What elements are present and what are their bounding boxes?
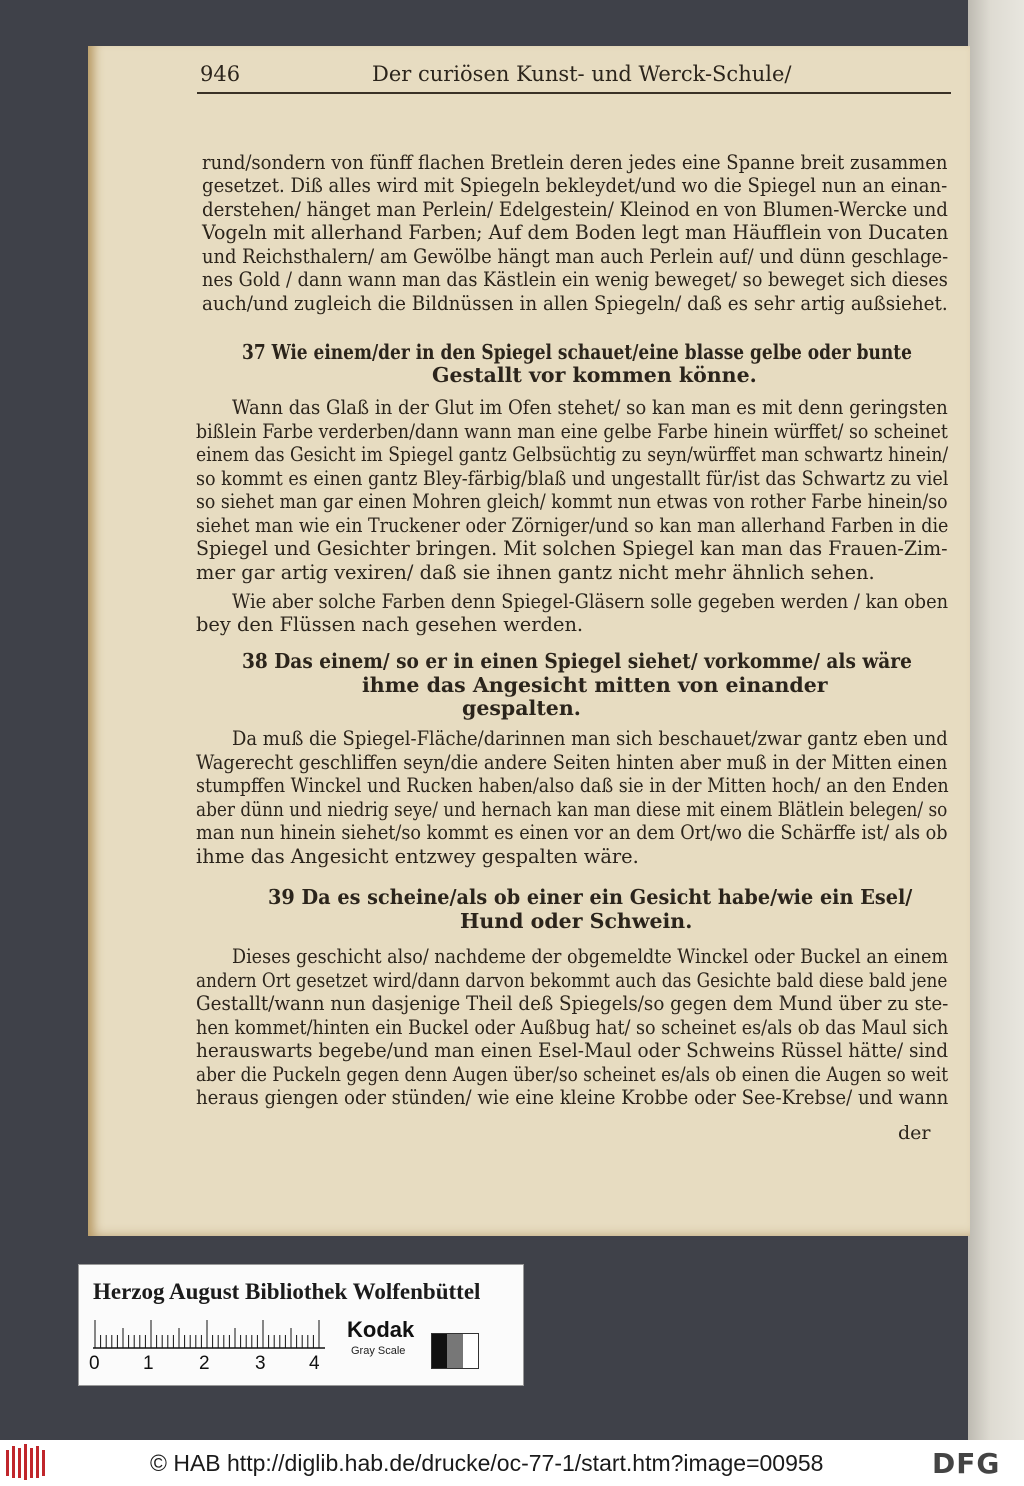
library-name: Herzog August Bibliothek Wolfenbüttel: [93, 1279, 481, 1304]
text-line: nes Gold / dann wann man das Kästlein ein wenig beweget/ so beweget sich dieses: [202, 268, 948, 291]
text-line: Da muß die Spiegel-Fläche/darinnen man sich beschauet/zwar gantz eben und: [232, 727, 948, 750]
text-line: und Reichsthalern/ am Gewölbe hängt man auch Perlein auf/ und dünn geschlage-: [202, 245, 949, 268]
page-number: 946: [200, 62, 241, 86]
text-line: rund/sondern von fünff flachen Bretlein deren jedes eine Spanne breit zusammen: [202, 151, 948, 174]
scale-0: 0: [89, 1353, 100, 1374]
scale-4: 4: [309, 1353, 320, 1374]
section-heading-line: 37 Wie einem/der in den Spiegel schauet/eine blasse gelbe oder bunte: [242, 340, 912, 364]
section-heading-line: ihme das Angesicht mitten von einander: [362, 673, 828, 697]
text-line: gesetzet. Diß alles wird mit Spiegeln bekleydet/und wo die Spiegel nun an einan-: [202, 174, 948, 197]
text-line: Vogeln mit allerhand Farben; Auf dem Boden legt man Häufflein von Ducaten: [202, 221, 949, 244]
text-line: man nun hinein siehet/so kommt es einen vor an dem Ort/wo die Schärffe ist/ als ob: [196, 821, 948, 844]
text-line: bißlein Farbe verderben/dann wann man eine gelbe Farbe hinein würffet/ so scheinet: [196, 420, 948, 443]
text-line: einem das Gesicht im Spiegel gantz Gelbsüchtig zu seyn/würffet man schwartz hinein/: [196, 443, 949, 466]
text-line: so kommt es einen gantz Bley-färbig/blaß und ungestallt für/ist das Schwartz zu viel: [196, 467, 949, 490]
color-target: [78, 1264, 524, 1386]
text-line: hen kommet/hinten ein Buckel oder Außbug hat/ so scheinet es/als ob das Maul sich: [196, 1016, 949, 1039]
section-heading-line: gespalten.: [462, 696, 581, 720]
dfg-logo: DFG: [932, 1447, 1001, 1480]
text-line: Wann das Glaß in der Glut im Ofen stehet/ so kan man es mit denn geringsten: [232, 396, 948, 419]
gray-scale-label: Gray Scale: [351, 1345, 406, 1357]
text-line: Wie aber solche Farben denn Spiegel-Gläsern solle gegeben werden / kan oben: [232, 590, 949, 613]
adjacent-page-edge: [968, 0, 1024, 1440]
section-heading-line: 38 Das einem/ so er in einen Spiegel siehet/ vorkomme/ als wäre: [242, 649, 912, 673]
text-line: auch/und zugleich die Bildnüssen in allen Spiegeln/ daß es sehr artig außsiehet.: [202, 292, 948, 315]
scale-3: 3: [255, 1353, 266, 1374]
catchword: der: [898, 1122, 931, 1144]
section-heading-line: Gestallt vor kommen könne.: [432, 363, 757, 387]
text-line: heraus giengen oder stünden/ wie eine kleine Krobbe oder See-Krebse/ und wann: [196, 1086, 949, 1109]
running-head: Der curiösen Kunst- und Werck-Schule/: [372, 62, 792, 86]
text-line: siehet man wie ein Truckener oder Zörniger/und so kan man allerhand Farben in die: [196, 514, 949, 537]
text-line: so siehet man gar einen Mohren gleich/ kommt nun etwas von rother Farbe hinein/so: [196, 490, 948, 513]
text-line: stumpffen Winckel und Rucken haben/also daß sie in der Mitten hoch/ an den Enden: [196, 774, 949, 797]
gray-swatch-icon: [431, 1333, 479, 1369]
text-line: herauswarts begebe/und man einen Esel-Maul oder Schweins Rüssel hätte/ sind: [196, 1039, 949, 1062]
text-line: Spiegel und Gesichter bringen. Mit solchen Spiegel kan man das Frauen-Zim-: [196, 537, 948, 560]
text-line: mer gar artig vexiren/ daß sie ihnen gantz nicht mehr ähnlich sehen.: [196, 561, 875, 584]
text-line: Gestallt/wann nun dasjenige Theil deß Spiegels/so gegen dem Mund über zu ste-: [196, 992, 949, 1015]
hab-barcode-icon: [4, 1444, 46, 1480]
ruler-icon: [93, 1317, 325, 1349]
text-line: aber die Puckeln gegen denn Augen über/so scheinet es/als ob einen die Augen so weit: [196, 1063, 949, 1086]
source-credit: © HAB http://diglib.hab.de/drucke/oc-77-1/start.htm?image=00958: [150, 1450, 824, 1476]
scale-1: 1: [143, 1353, 154, 1374]
footer-bar: [0, 1440, 1024, 1486]
text-line: andern Ort gesetzet wird/dann darvon bekommt auch das Gesichte bald diese bald jene: [196, 969, 948, 992]
text-line: Wagerecht geschliffen seyn/die andere Seiten hinten aber muß in der Mitten einen: [196, 751, 948, 774]
scale-2: 2: [199, 1353, 210, 1374]
text-line: aber dünn und niedrig seye/ und hernach kan man diese mit einem Blätlein belegen/ so: [196, 798, 948, 821]
text-line: derstehen/ hänget man Perlein/ Edelgestein/ Kleinod en von Blumen-Wercke und: [202, 198, 948, 221]
section-heading-line: Hund oder Schwein.: [460, 909, 693, 933]
section-heading-line: 39 Da es scheine/als ob einer ein Gesicht habe/wie ein Esel/: [268, 885, 913, 909]
header-rule: [197, 92, 951, 94]
text-line: ihme das Angesicht entzwey gespalten wäre.: [196, 845, 639, 868]
text-line: Dieses geschicht also/ nachdeme der obgemeldte Winckel oder Buckel an einem: [232, 945, 949, 968]
kodak-logo: Kodak: [347, 1317, 415, 1342]
text-line: bey den Flüssen nach gesehen werden.: [196, 613, 584, 636]
